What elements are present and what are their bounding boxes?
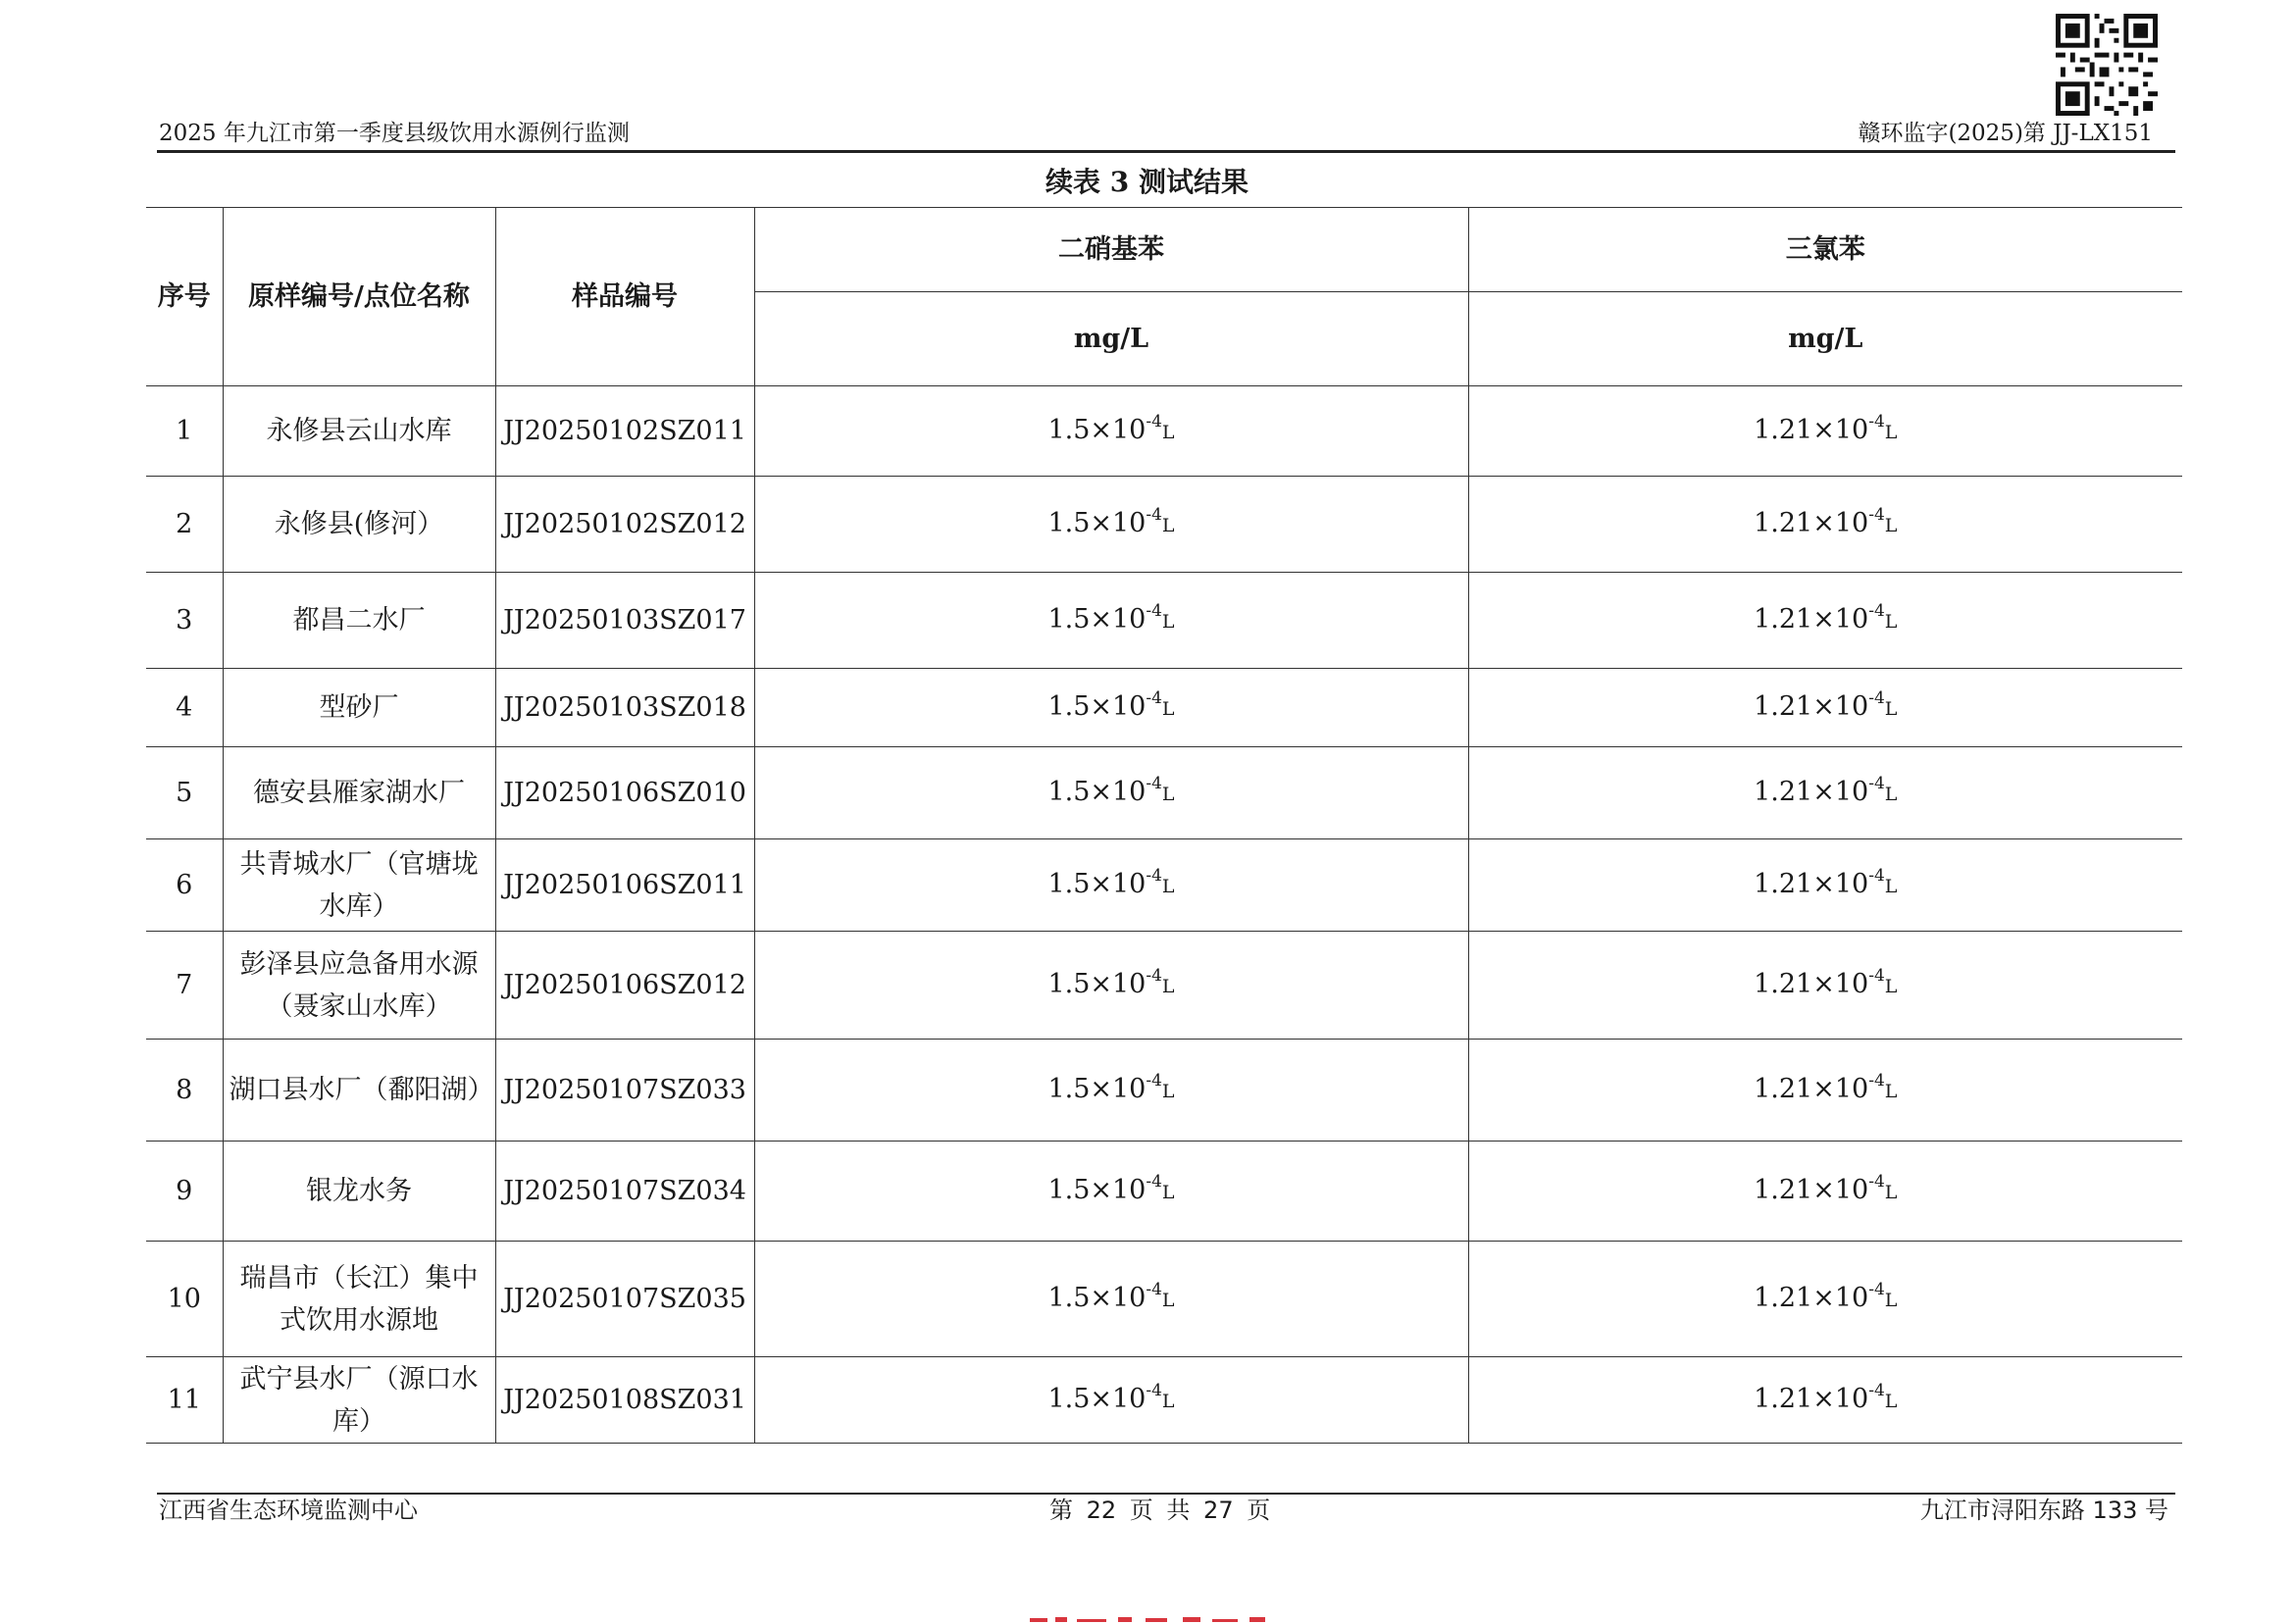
value-param2: $1.21\times 10^{-4}L$ bbox=[1468, 932, 2182, 1040]
row-site: 型砂厂 bbox=[223, 669, 495, 747]
table-row bbox=[146, 1357, 2182, 1444]
results-table bbox=[146, 207, 2182, 1444]
row-site: 瑞昌市（长江）集中式饮用水源地 bbox=[223, 1242, 495, 1357]
table-row bbox=[146, 669, 2182, 747]
row-no: 3 bbox=[146, 573, 223, 669]
row-site: 永修县(修河） bbox=[223, 477, 495, 573]
row-site: 彭泽县应急备用水源（聂家山水库） bbox=[223, 932, 495, 1040]
value-param2: $1.21\times 10^{-4}L$ bbox=[1468, 386, 2182, 477]
table-row bbox=[146, 1142, 2182, 1242]
report-number: 赣环监字(2025)第 JJ-LX151 bbox=[1858, 121, 2153, 146]
row-no: 7 bbox=[146, 932, 223, 1040]
col-header-param2: 三氯苯 bbox=[1468, 208, 2182, 292]
table-row bbox=[146, 839, 2182, 932]
table-row bbox=[146, 1040, 2182, 1142]
row-sample: JJ20250106SZ010 bbox=[495, 747, 754, 839]
red-seal-fragment bbox=[1030, 1616, 1275, 1624]
row-site: 德安县雁家湖水厂 bbox=[223, 747, 495, 839]
value-param2: $1.21\times 10^{-4}L$ bbox=[1468, 1242, 2182, 1357]
row-no: 10 bbox=[146, 1242, 223, 1357]
row-sample: JJ20250106SZ011 bbox=[495, 839, 754, 932]
value-param1: $1.5\times 10^{-4}L$ bbox=[754, 477, 1468, 573]
value-param2: $1.21\times 10^{-4}L$ bbox=[1468, 1142, 2182, 1242]
row-site: 银龙水务 bbox=[223, 1142, 495, 1242]
value-param1: $1.5\times 10^{-4}L$ bbox=[754, 1040, 1468, 1142]
value-param1: $1.5\times 10^{-4}L$ bbox=[754, 1142, 1468, 1242]
row-sample: JJ20250107SZ033 bbox=[495, 1040, 754, 1142]
row-sample: JJ20250106SZ012 bbox=[495, 932, 754, 1040]
row-no: 8 bbox=[146, 1040, 223, 1142]
row-site: 武宁县水厂（源口水库） bbox=[223, 1357, 495, 1444]
row-no: 5 bbox=[146, 747, 223, 839]
footer-address: 九江市浔阳东路 133 号 bbox=[1919, 1497, 2168, 1524]
value-param2: $1.21\times 10^{-4}L$ bbox=[1468, 477, 2182, 573]
row-sample: JJ20250103SZ018 bbox=[495, 669, 754, 747]
row-sample: JJ20250107SZ034 bbox=[495, 1142, 754, 1242]
report-header-title: 2025 年九江市第一季度县级饮用水源例行监测 bbox=[159, 121, 630, 146]
col-unit-param2: mg/L bbox=[1468, 292, 2182, 386]
col-unit-param1: mg/L bbox=[754, 292, 1468, 386]
value-param2: $1.21\times 10^{-4}L$ bbox=[1468, 573, 2182, 669]
page-number: 第 22 页 共 27 页 bbox=[1049, 1497, 1271, 1524]
value-param1: $1.5\times 10^{-4}L$ bbox=[754, 932, 1468, 1040]
qr-code-icon bbox=[2056, 14, 2158, 116]
header-rule bbox=[157, 150, 2175, 153]
value-param1: $1.5\times 10^{-4}L$ bbox=[754, 839, 1468, 932]
value-param1: $1.5\times 10^{-4}L$ bbox=[754, 1357, 1468, 1444]
value-param1: $1.5\times 10^{-4}L$ bbox=[754, 1242, 1468, 1357]
table-row bbox=[146, 747, 2182, 839]
row-no: 6 bbox=[146, 839, 223, 932]
value-param1: $1.5\times 10^{-4}L$ bbox=[754, 386, 1468, 477]
col-header-site: 原样编号/点位名称 bbox=[223, 208, 495, 386]
row-sample: JJ20250102SZ011 bbox=[495, 386, 754, 477]
footer-organization: 江西省生态环境监测中心 bbox=[159, 1497, 418, 1524]
results-body bbox=[146, 386, 2182, 1444]
value-param2: $1.21\times 10^{-4}L$ bbox=[1468, 747, 2182, 839]
col-header-sample: 样品编号 bbox=[495, 208, 754, 386]
value-param2: $1.21\times 10^{-4}L$ bbox=[1468, 1357, 2182, 1444]
row-no: 4 bbox=[146, 669, 223, 747]
table-row bbox=[146, 1242, 2182, 1357]
row-sample: JJ20250108SZ031 bbox=[495, 1357, 754, 1444]
table-row bbox=[146, 932, 2182, 1040]
table-row bbox=[146, 477, 2182, 573]
row-sample: JJ20250103SZ017 bbox=[495, 573, 754, 669]
row-no: 9 bbox=[146, 1142, 223, 1242]
col-header-index: 序号 bbox=[146, 208, 223, 386]
table-caption: 续表 3 测试结果 bbox=[1045, 166, 1249, 198]
row-no: 2 bbox=[146, 477, 223, 573]
col-header-param1: 二硝基苯 bbox=[754, 208, 1468, 292]
row-site: 都昌二水厂 bbox=[223, 573, 495, 669]
row-site: 共青城水厂（官塘垅水库） bbox=[223, 839, 495, 932]
value-param1: $1.5\times 10^{-4}L$ bbox=[754, 669, 1468, 747]
value-param2: $1.21\times 10^{-4}L$ bbox=[1468, 1040, 2182, 1142]
row-site: 湖口县水厂（鄱阳湖） bbox=[223, 1040, 495, 1142]
table-row bbox=[146, 573, 2182, 669]
table-row bbox=[146, 386, 2182, 477]
row-sample: JJ20250102SZ012 bbox=[495, 477, 754, 573]
value-param2: $1.21\times 10^{-4}L$ bbox=[1468, 669, 2182, 747]
row-no: 1 bbox=[146, 386, 223, 477]
value-param1: $1.5\times 10^{-4}L$ bbox=[754, 573, 1468, 669]
row-sample: JJ20250107SZ035 bbox=[495, 1242, 754, 1357]
row-no: 11 bbox=[146, 1357, 223, 1444]
value-param2: $1.21\times 10^{-4}L$ bbox=[1468, 839, 2182, 932]
value-param1: $1.5\times 10^{-4}L$ bbox=[754, 747, 1468, 839]
row-site: 永修县云山水库 bbox=[223, 386, 495, 477]
